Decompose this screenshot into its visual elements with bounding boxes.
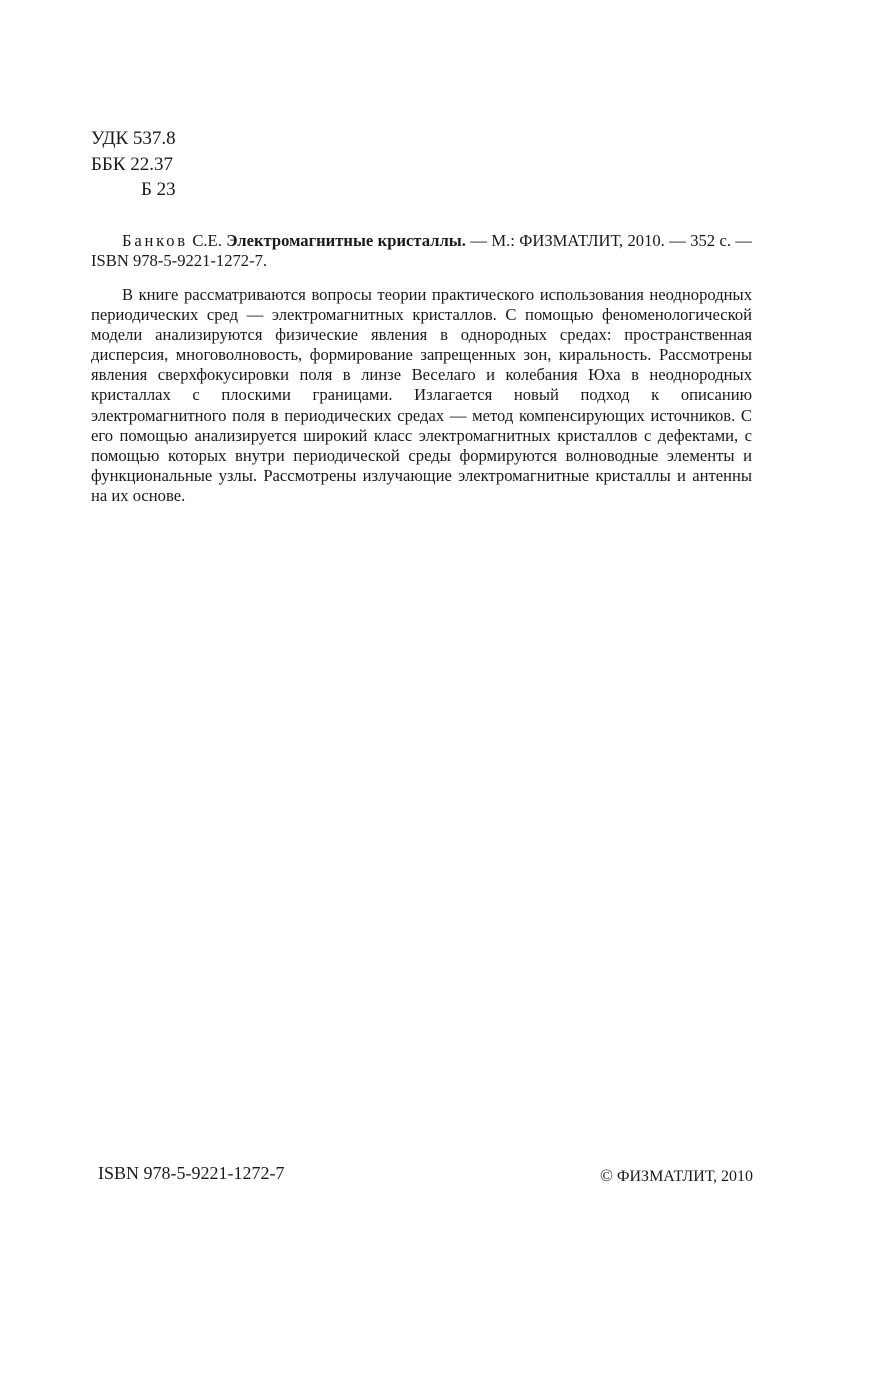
imprint: — М.: ФИЗМАТЛИТ, 2010. — 352 с. — ISBN 978-5-9221-1272-7. (91, 231, 752, 270)
author-initials: С.Е. (192, 231, 222, 250)
annotation-text: В книге рассматриваются вопросы теории практического использования неоднородных периодических сред — электромагнитных кристаллов. С помощью феноменологической модели анализируются физические явления в однородных средах: пространственная дисперсия, многоволновость, формирование запрещенных зон, киральность. Рассмотрены явления сверхфокусировки поля в линзе Веселаго и колебания Юха в неоднородных кристаллах с плоскими границами. Излагается новый подход к описанию электромагнитного поля в периодических средах — метод компенсирующих источников. С его помощью анализируется широкий класс электромагнитных кристаллов с дефектами, с помощью которых внутри периодической среды формируются волноводные элементы и функциональные узлы. Рассмотрены излучающие электромагнитные кристаллы и антенны на их основе. (91, 285, 752, 505)
bbk-code: ББК 22.37 (91, 153, 173, 175)
copyright-notice (600, 1163, 753, 1186)
classification-block (91, 126, 176, 203)
footer-isbn: ISBN 978-5-9221-1272-7 (98, 1163, 285, 1183)
book-title: Электромагнитные кристаллы. (226, 231, 466, 250)
copyright-holder: ФИЗМАТЛИТ, 2010 (616, 1168, 753, 1185)
author-surname: Банков (122, 231, 188, 250)
copyright-icon: © (599, 1166, 613, 1185)
footer (98, 1163, 753, 1186)
bibliographic-record (91, 231, 752, 271)
bibliographic-entry (91, 231, 752, 271)
author-mark: Б 23 (141, 179, 176, 200)
udk-code: УДК 537.8 (91, 128, 176, 149)
